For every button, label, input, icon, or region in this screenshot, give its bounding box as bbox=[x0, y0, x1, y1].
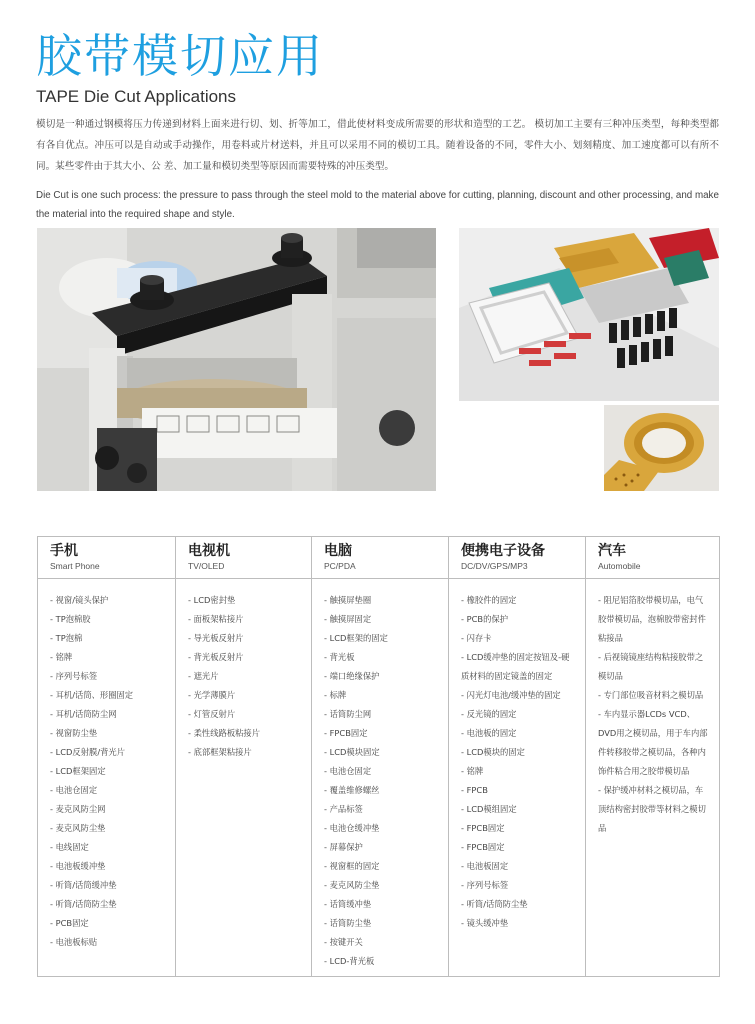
intro-english: Die Cut is one such process: the pressure to pass through the steel mold to the material above for cutting, planning, discount and other processing, and make the material into the required shape and style. bbox=[36, 190, 719, 220]
column-automobile bbox=[585, 537, 719, 976]
page-title: 胶带模切应用 bbox=[36, 29, 324, 83]
application-item: - FPCB固定 bbox=[461, 823, 505, 833]
application-item: - 话筒缓冲垫 bbox=[324, 899, 372, 909]
column-smart-phone bbox=[38, 537, 175, 976]
column-item-list bbox=[312, 579, 448, 971]
application-item: - 铭牌 bbox=[50, 652, 73, 662]
application-item: - LCD密封垫 bbox=[188, 595, 236, 605]
application-item: - 闪光灯电池/缓冲垫的固定 bbox=[461, 690, 561, 700]
application-item: - 按键开关 bbox=[324, 937, 363, 947]
application-item: - 视窗框的固定 bbox=[324, 861, 380, 871]
application-item: - 导光板反射片 bbox=[188, 633, 244, 643]
application-item: - 电池板固定 bbox=[461, 861, 509, 871]
column-header bbox=[38, 537, 175, 579]
application-item: - LCD反射膜/背光片 bbox=[50, 747, 126, 757]
application-item: - 电池仓缓冲垫 bbox=[324, 823, 380, 833]
application-item: - LCD框架固定 bbox=[50, 766, 106, 776]
application-item: - 铭牌 bbox=[461, 766, 484, 776]
application-item: - 话筒防尘网 bbox=[324, 709, 372, 719]
application-item: - 橡胶件的固定 bbox=[461, 595, 517, 605]
column-subtitle: Smart Phone bbox=[50, 561, 100, 571]
application-item: - FPCB bbox=[461, 785, 488, 795]
application-item: - 阻尼铝箔胶带模切品，电气胶带模切品，泡棉胶带密封件粘接品 bbox=[598, 595, 706, 643]
column-item-list bbox=[586, 579, 719, 838]
application-item: - 触摸屏固定 bbox=[324, 614, 372, 624]
application-item: - 光学薄膜片 bbox=[188, 690, 236, 700]
application-item: - LCD-背光板 bbox=[324, 956, 375, 966]
application-item: - 视窗防尘垫 bbox=[50, 728, 98, 738]
column-title: 汽车 bbox=[598, 543, 626, 559]
application-item: - 柔性线路板粘接片 bbox=[188, 728, 261, 738]
application-item: - 后视镜镜座结构粘接胶带之模切品 bbox=[598, 652, 704, 681]
application-item: - 电池仓固定 bbox=[50, 785, 98, 795]
application-item: - 听筒/话筒防尘垫 bbox=[50, 899, 117, 909]
application-item: - 麦克风防尘网 bbox=[50, 804, 106, 814]
column-header bbox=[449, 537, 585, 579]
column-item-list bbox=[176, 579, 311, 762]
application-item: - LCD框架的固定 bbox=[324, 633, 388, 643]
column-item-list bbox=[449, 579, 585, 933]
application-item: - 专门部位吸音材料之模切品 bbox=[598, 690, 704, 700]
application-item: - 电线固定 bbox=[50, 842, 89, 852]
column-subtitle: DC/DV/GPS/MP3 bbox=[461, 561, 528, 571]
application-item: - 闪存卡 bbox=[461, 633, 492, 643]
application-item: - LCD模块固定 bbox=[324, 747, 380, 757]
application-item: - FPCB固定 bbox=[324, 728, 368, 738]
application-item: - LCD缓冲垫的固定按钮及-硬质材料的固定镜盖的固定 bbox=[461, 652, 570, 681]
page-subtitle: TAPE Die Cut Applications bbox=[36, 87, 236, 106]
application-item: - 听筒/话筒缓冲垫 bbox=[50, 880, 117, 890]
application-item: - 背光板 bbox=[324, 652, 355, 662]
column-header bbox=[312, 537, 448, 579]
application-item: - 麦克风防尘垫 bbox=[50, 823, 106, 833]
application-item: - 屏幕保护 bbox=[324, 842, 363, 852]
application-item: - LCD模块的固定 bbox=[461, 747, 525, 757]
application-item: - 视窗/镜头保护 bbox=[50, 595, 109, 605]
column-header bbox=[586, 537, 719, 579]
application-item: - FPCB固定 bbox=[461, 842, 505, 852]
application-item: - 灯管反射片 bbox=[188, 709, 236, 719]
application-item: - 覆盖维修螺丝 bbox=[324, 785, 380, 795]
column-title: 电视机 bbox=[188, 543, 230, 559]
die-cut-machine-photo bbox=[37, 228, 436, 491]
column-tv bbox=[175, 537, 311, 976]
tape-roll-photo bbox=[604, 405, 719, 491]
application-item: - 序列号标签 bbox=[50, 671, 98, 681]
application-item: - 序列号标签 bbox=[461, 880, 509, 890]
column-title: 便携电子设备 bbox=[461, 543, 545, 559]
die-cut-parts-photo bbox=[459, 228, 719, 401]
column-subtitle: TV/OLED bbox=[188, 561, 225, 571]
application-item: - 麦克风防尘垫 bbox=[324, 880, 380, 890]
application-item: - 产品标签 bbox=[324, 804, 363, 814]
application-item: - TP泡棉胶 bbox=[50, 614, 91, 624]
application-item: - TP泡棉 bbox=[50, 633, 83, 643]
column-subtitle: PC/PDA bbox=[324, 561, 356, 571]
column-title: 手机 bbox=[50, 543, 78, 559]
column-portable-electronics bbox=[448, 537, 585, 976]
application-item: - 端口绝缘保护 bbox=[324, 671, 380, 681]
application-item: - 听筒/话筒防尘垫 bbox=[461, 899, 528, 909]
application-item: - PCB固定 bbox=[50, 918, 89, 928]
application-item: - 反光镜的固定 bbox=[461, 709, 517, 719]
application-item: - 车内显示器LCDs VCD、DVD用之模切品，用于车内部件转移胶带之模切品，各种内饰件粘合用之胶带模切品 bbox=[598, 709, 708, 776]
column-title: 电脑 bbox=[324, 543, 352, 559]
application-item: - LCD模组固定 bbox=[461, 804, 517, 814]
application-item: - 遮光片 bbox=[188, 671, 219, 681]
column-header bbox=[176, 537, 311, 579]
application-item: - PCB的保护 bbox=[461, 614, 509, 624]
application-item: - 触摸屏垫圈 bbox=[324, 595, 372, 605]
application-item: - 话筒防尘垫 bbox=[324, 918, 372, 928]
application-item: - 标牌 bbox=[324, 690, 347, 700]
application-item: - 耳机/话筒防尘网 bbox=[50, 709, 117, 719]
application-item: - 电池板缓冲垫 bbox=[50, 861, 106, 871]
application-item: - 耳机/话筒、形圈固定 bbox=[50, 690, 134, 700]
column-computer bbox=[311, 537, 448, 976]
application-item: - 电池仓固定 bbox=[324, 766, 372, 776]
application-item: - 镜头缓冲垫 bbox=[461, 918, 509, 928]
application-item: - 电池板标贴 bbox=[50, 937, 98, 947]
application-item: - 面板架粘接片 bbox=[188, 614, 244, 624]
application-item: - 底部框架粘接片 bbox=[188, 747, 252, 757]
intro-chinese: 模切是一种通过钢模将压力传递到材料上面来进行切、划、折等加工，借此使材料变成所需要的形状和造型的工艺。 模切加工主要有三种冲压类型，每种类型都有各自优点。冲压可以是自动或手动操作，用卷料或片材送料，并且可以采用不同的模切工具。随着设备的不同，零件大小、划刻精度、加工速度都可以有所不同。某些零件由于其大小、公 差、加工量和模切类型等原因而需要特殊的冲压类型。 bbox=[36, 119, 719, 172]
column-subtitle: Automobile bbox=[598, 561, 641, 571]
application-item: - 保护缓冲材料之模切品，车顶结构密封胶带等材料之模切品 bbox=[598, 785, 706, 833]
application-item: - 背光板反射片 bbox=[188, 652, 244, 662]
application-table bbox=[37, 536, 720, 977]
column-item-list bbox=[38, 579, 175, 952]
application-item: - 电池板的固定 bbox=[461, 728, 517, 738]
